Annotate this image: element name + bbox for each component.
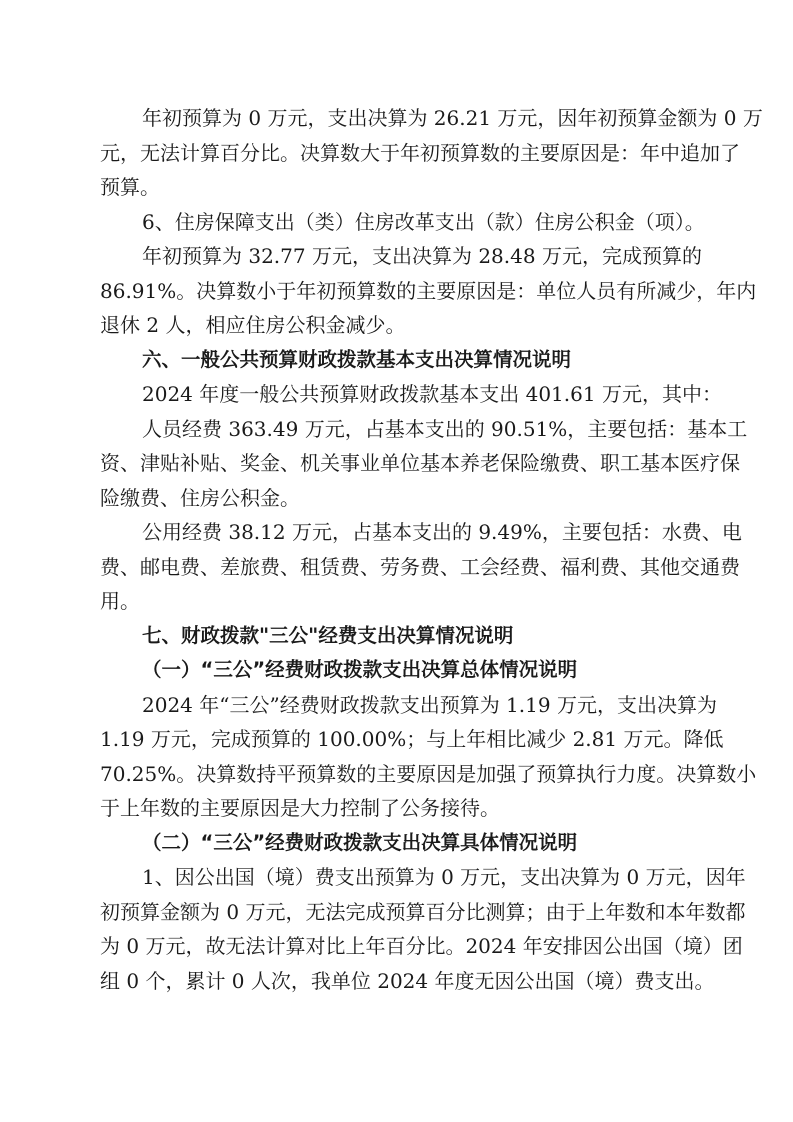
text-line: 组 0 个，累计 0 人次，我单位 2024 年度无因公出国（境）费支出。 bbox=[100, 968, 715, 993]
text-line: 初预算金额为 0 万元，无法完成预算百分比测算；由于上年数和本年数都 bbox=[100, 899, 746, 924]
text-line: （二）“三公”经费财政拨款支出决算具体情况说明 bbox=[142, 830, 578, 854]
text-line: （一）“三公”经费财政拨款支出决算总体情况说明 bbox=[142, 658, 578, 681]
text-line: 退休 2 人，相应住房公积金减少。 bbox=[100, 313, 406, 337]
paragraph bbox=[100, 239, 757, 343]
text-line: 2024 年“三公”经费财政拨款支出预算为 1.19 万元，支出决算为 bbox=[142, 692, 717, 717]
text-line: 公用经费 38.12 万元，占基本支出的 9.49%，主要包括：水费、电 bbox=[142, 520, 742, 544]
section-heading bbox=[100, 826, 700, 861]
paragraph bbox=[100, 377, 722, 412]
text-line: 险缴费、住房公积金。 bbox=[100, 485, 300, 510]
section-heading bbox=[100, 619, 700, 654]
text-line: 年初预算为 32.77 万元，支出决算为 28.48 万元，完成预算的 bbox=[142, 244, 702, 268]
text-line: 元，无法计算百分比。决算数大于年初预算数的主要原因是：年中追加了 bbox=[100, 140, 740, 165]
text-line: 70.25%。决算数持平预算数的主要原因是加强了预算执行力度。决算数小 bbox=[100, 761, 757, 786]
paragraph bbox=[100, 101, 763, 205]
text-line: 于上年数的主要原因是大力控制了公务接待。 bbox=[100, 796, 500, 820]
text-line: 为 0 万元，故无法计算对比上年百分比。2024 年安排因公出国（境）团 bbox=[100, 934, 743, 958]
text-line: 2024 年度一般公共预算财政拨款基本支出 401.61 万元，其中： bbox=[142, 382, 722, 406]
text-line: 1、因公出国（境）费支出预算为 0 万元，支出决算为 0 万元，因年 bbox=[142, 865, 746, 889]
text-line: 年初预算为 0 万元，支出决算为 26.21 万元，因年初预算金额为 0 万 bbox=[142, 106, 763, 130]
text-line: 1.19 万元，完成预算的 100.00%；与上年相比减少 2.81 万元。降低 bbox=[100, 727, 724, 751]
paragraph bbox=[100, 515, 742, 619]
section-heading bbox=[100, 343, 700, 378]
text-line: 费、邮电费、差旅费、租赁费、劳务费、工会经费、福利费、其他交通费 bbox=[100, 554, 740, 579]
text-line: 用。 bbox=[100, 589, 140, 613]
document-body bbox=[100, 101, 763, 998]
text-line: 预算。 bbox=[100, 175, 160, 199]
paragraph bbox=[100, 205, 705, 240]
paragraph bbox=[100, 412, 748, 516]
text-line: 86.91%。决算数小于年初预算数的主要原因是：单位人员有所减少，年内 bbox=[100, 278, 757, 303]
text-line: 资、津贴补贴、奖金、机关事业单位基本养老保险缴费、职工基本医疗保 bbox=[100, 451, 740, 475]
text-line: 六、一般公共预算财政拨款基本支出决算情况说明 bbox=[142, 347, 572, 371]
section-heading bbox=[100, 653, 700, 688]
text-line: 6、住房保障支出（类）住房改革支出（款）住房公积金（项）。 bbox=[142, 209, 705, 234]
paragraph bbox=[100, 688, 757, 826]
text-line: 七、财政拨款"三公"经费支出决算情况说明 bbox=[142, 623, 514, 647]
text-line: 人员经费 363.49 万元，占基本支出的 90.51%，主要包括：基本工 bbox=[142, 416, 748, 441]
paragraph bbox=[100, 860, 746, 998]
